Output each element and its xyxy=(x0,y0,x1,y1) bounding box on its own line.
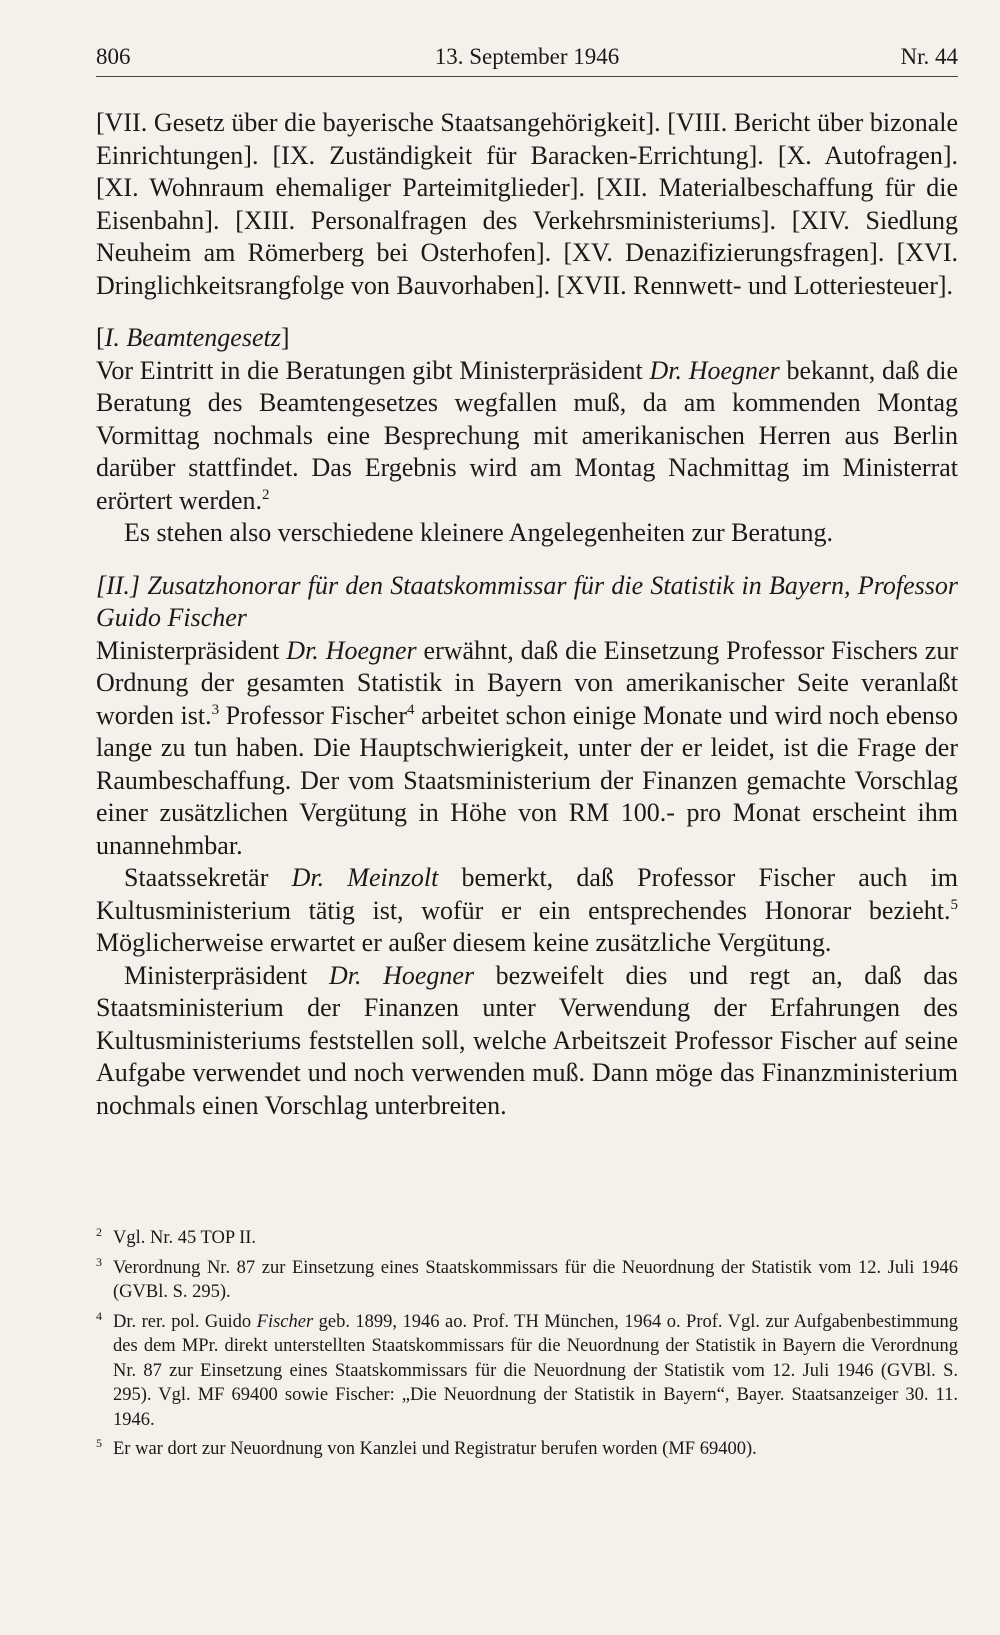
footnote-number: 3 xyxy=(96,1254,102,1269)
footnote-text: Vgl. Nr. 45 TOP II. xyxy=(113,1228,257,1248)
person-name: Dr. Hoegner xyxy=(649,355,780,385)
paragraph xyxy=(96,960,958,1123)
heading-title: I. Beamtengesetz xyxy=(104,323,281,352)
footnote-text: Er war dort zur Neuordnung von Kanzlei und Registratur berufen worden (MF 69400). xyxy=(113,1439,757,1459)
bracket-close: ] xyxy=(280,323,290,352)
text-run: Staatssekretär xyxy=(124,863,292,892)
footnote-3 xyxy=(96,1256,958,1305)
text-run: bemerkt, daß Professor Fischer auch im Kultusministerium tätig ist, wofür er ein entsprechendes Honorar bezieht. xyxy=(96,863,958,925)
footnote-text: geb. 1899, 1946 ao. Prof. TH München, 1964 o. Prof. Vgl. zur Aufgabenbestimmung des dem MPr. direkt unterstellten Staatskommissars für die Neuordnung der Statistik in Bayern die Verordnung Nr. 87 zur Einsetzung eines Staatskommissars für die Neuordnung der Statistik vom 12. Juli 1946 (GVBl. S. 295). Vgl. MF 69400 sowie Fischer: „Die Neuordnung der Statistik in Bayern“, Bayer. Staatsanzeiger 30. 11. 1946. xyxy=(113,1311,958,1430)
footnote-text: Verordnung Nr. 87 zur Einsetzung eines Staatskommissars für die Neuordnung der Statistik vom 12. Juli 1946 (GVBl. S. 295). xyxy=(113,1257,958,1302)
footnote-ref[interactable]: 4 xyxy=(407,701,415,718)
person-name: Dr. Meinzolt xyxy=(291,863,439,892)
footnote-4 xyxy=(96,1310,958,1433)
footnote-ref[interactable]: 5 xyxy=(950,896,958,913)
section-heading-beamtengesetz xyxy=(96,322,958,355)
section-heading-zusatzhonorar xyxy=(96,570,958,635)
text-run: Vor Eintritt in die Beratungen gibt Ministerpräsident xyxy=(96,355,650,385)
text-run: Ministerpräsident xyxy=(124,960,329,990)
bracket-open: [ xyxy=(96,323,105,352)
text-run: erwähnt, daß die Einsetzung Professor Fischers zur Ordnung der gesamten Statistik in Bayern von amerikanischer Seite veranlaßt worden ist. xyxy=(96,635,958,730)
text-run: bezweifelt dies und regt an, daß das Staatsministerium der Finanzen unter Verwendung der Erfahrungen des Kultusministeriums feststellen soll, welche Arbeitszeit Professor Fischer auf seine Aufgabe verwendet und noch verwenden muß. Dann möge das Finanzministerium nochmals einen Vorschlag unterbreiten. xyxy=(96,960,958,1120)
issue-number: Nr. 44 xyxy=(900,44,958,69)
footnote-ref[interactable]: 3 xyxy=(211,701,220,718)
footnote-number: 2 xyxy=(96,1225,102,1239)
footnote-2 xyxy=(96,1226,958,1251)
main-text xyxy=(96,107,958,1122)
paragraph xyxy=(96,635,958,863)
text-run: arbeitet schon einige Monate und wird noch ebenso lange zu tun haben. Die Hauptschwierigkeit, unter der er leidet, ist die Frage der Raumbeschaffung. Der vom Staatsministerium der Finanzen gemachte Vorschlag einer zusätzlichen Vergütung in Höhe von RM 100.- pro Monat erscheint ihm unannehmbar. xyxy=(96,700,958,860)
text-run: Professor Fischer xyxy=(219,700,407,730)
heading-number: [II.] xyxy=(96,570,141,600)
footnote-5 xyxy=(96,1437,958,1462)
page-number: 806 xyxy=(96,44,131,69)
text-run: Möglicherweise erwartet er außer diesem keine zusätzliche Vergütung. xyxy=(96,928,832,957)
paragraph xyxy=(96,355,958,518)
footnotes xyxy=(96,1226,958,1467)
footnote-number: 4 xyxy=(96,1308,102,1323)
paragraph xyxy=(96,862,958,960)
heading-title: Zusatzhonorar für den Staatskommissar für die Statistik in Bayern, Professor Guido Fischer xyxy=(96,570,958,632)
footnote-number: 5 xyxy=(96,1436,102,1450)
footnote-ref[interactable]: 2 xyxy=(262,486,270,503)
person-name: Fischer xyxy=(256,1311,314,1332)
running-header xyxy=(96,40,958,77)
person-name: Dr. Hoegner xyxy=(286,635,417,665)
footnote-text: Dr. rer. pol. Guido xyxy=(113,1311,257,1332)
text-run: bekannt, daß die Beratung des Beamtengesetzes wegfallen muß, da am kommenden Montag Vormittag nochmals eine Besprechung mit amerikanischen Herren aus Berlin darüber stattfindet. Das Ergebnis wird am Montag Nachmittag im Ministerrat erörtert werden. xyxy=(96,355,958,515)
agenda-paragraph: [VII. Gesetz über die bayerische Staatsangehörigkeit]. [VIII. Bericht über bizonale Einrichtungen]. [IX. Zuständigkeit für Baracken-Errichtung]. [X. Autofragen]. [XI. Wohnraum ehemaliger Parteimitglieder]. [XII. Materialbeschaffung für die Eisenbahn]. [XIII. Personalfragen des Verkehrsministeriums]. [XIV. Siedlung Neuheim am Römerberg bei Osterhofen]. [XV. Denazifizierungsfragen]. [XVI. Dringlichkeitsrangfolge von Bauvorhaben]. [XVII. Rennwett- und Lotteriesteuer]. xyxy=(96,108,958,300)
text-run: Ministerpräsident xyxy=(96,635,287,665)
paragraph: Es stehen also verschiedene kleinere Angelegenheiten zur Beratung. xyxy=(124,518,833,547)
person-name: Dr. Hoegner xyxy=(329,960,475,990)
header-date: 13. September 1946 xyxy=(434,44,620,69)
